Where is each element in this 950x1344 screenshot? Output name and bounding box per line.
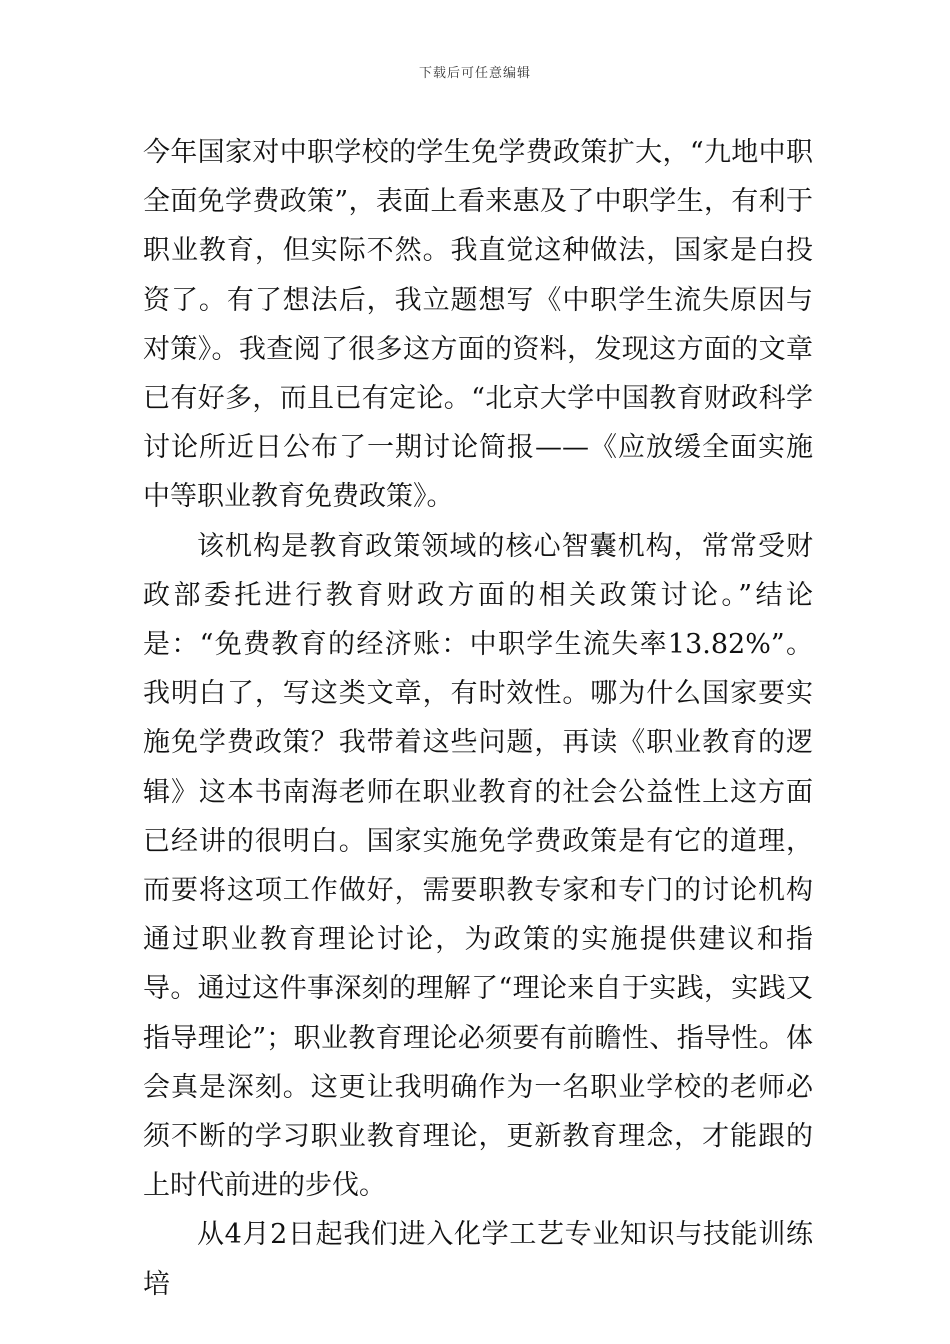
- paragraph-3: 从4月2日起我们进入化学工艺专业知识与技能训练培: [143, 1219, 813, 1300]
- document-body: [143, 128, 813, 1309]
- page-header: 下载后可任意编辑: [418, 66, 531, 81]
- paragraph-1: 今年国家对中职学校的学生免学费政策扩大，“九地中职全面免学费政策”，表面上看来惠及了中职学生，有利于职业教育，但实际不然。我直觉这种做法，国家是白投资了。有了想法后，我立题想写《中职学生流失原因与对策》。我查阅了很多这方面的资料，发现这方面的文章已有好多，而且已有定论。“北京大学中国教育财政科学讨论所近日公布了一期讨论简报——《应放缓全面实施中等职业教育免费政策》。: [143, 137, 813, 513]
- paragraph-2: 该机构是教育政策领域的核心智囊机构，常常受财政部委托进行教育财政方面的相关政策讨论。”结论是：“免费教育的经济账：中职学生流失率13.82%”。我明白了，写这类文章，有时效性。哪为什么国家要实施免学费政策？我带着这些问题，再读《职业教育的逻辑》这本书南海老师在职业教育的社会公益性上这方面已经讲的很明白。国家实施免学费政策是有它的道理，而要将这项工作做好，需要职教专家和专门的讨论机构通过职业教育理论讨论，为政策的实施提供建议和指导。通过这件事深刻的理解了“理论来自于实践，实践又指导理论”；职业教育理论必须要有前瞻性、指导性。体会真是深刻。这更让我明确作为一名职业学校的老师必须不断的学习职业教育理论，更新教育理念，才能跟的上时代前进的步伐。: [143, 530, 813, 1202]
